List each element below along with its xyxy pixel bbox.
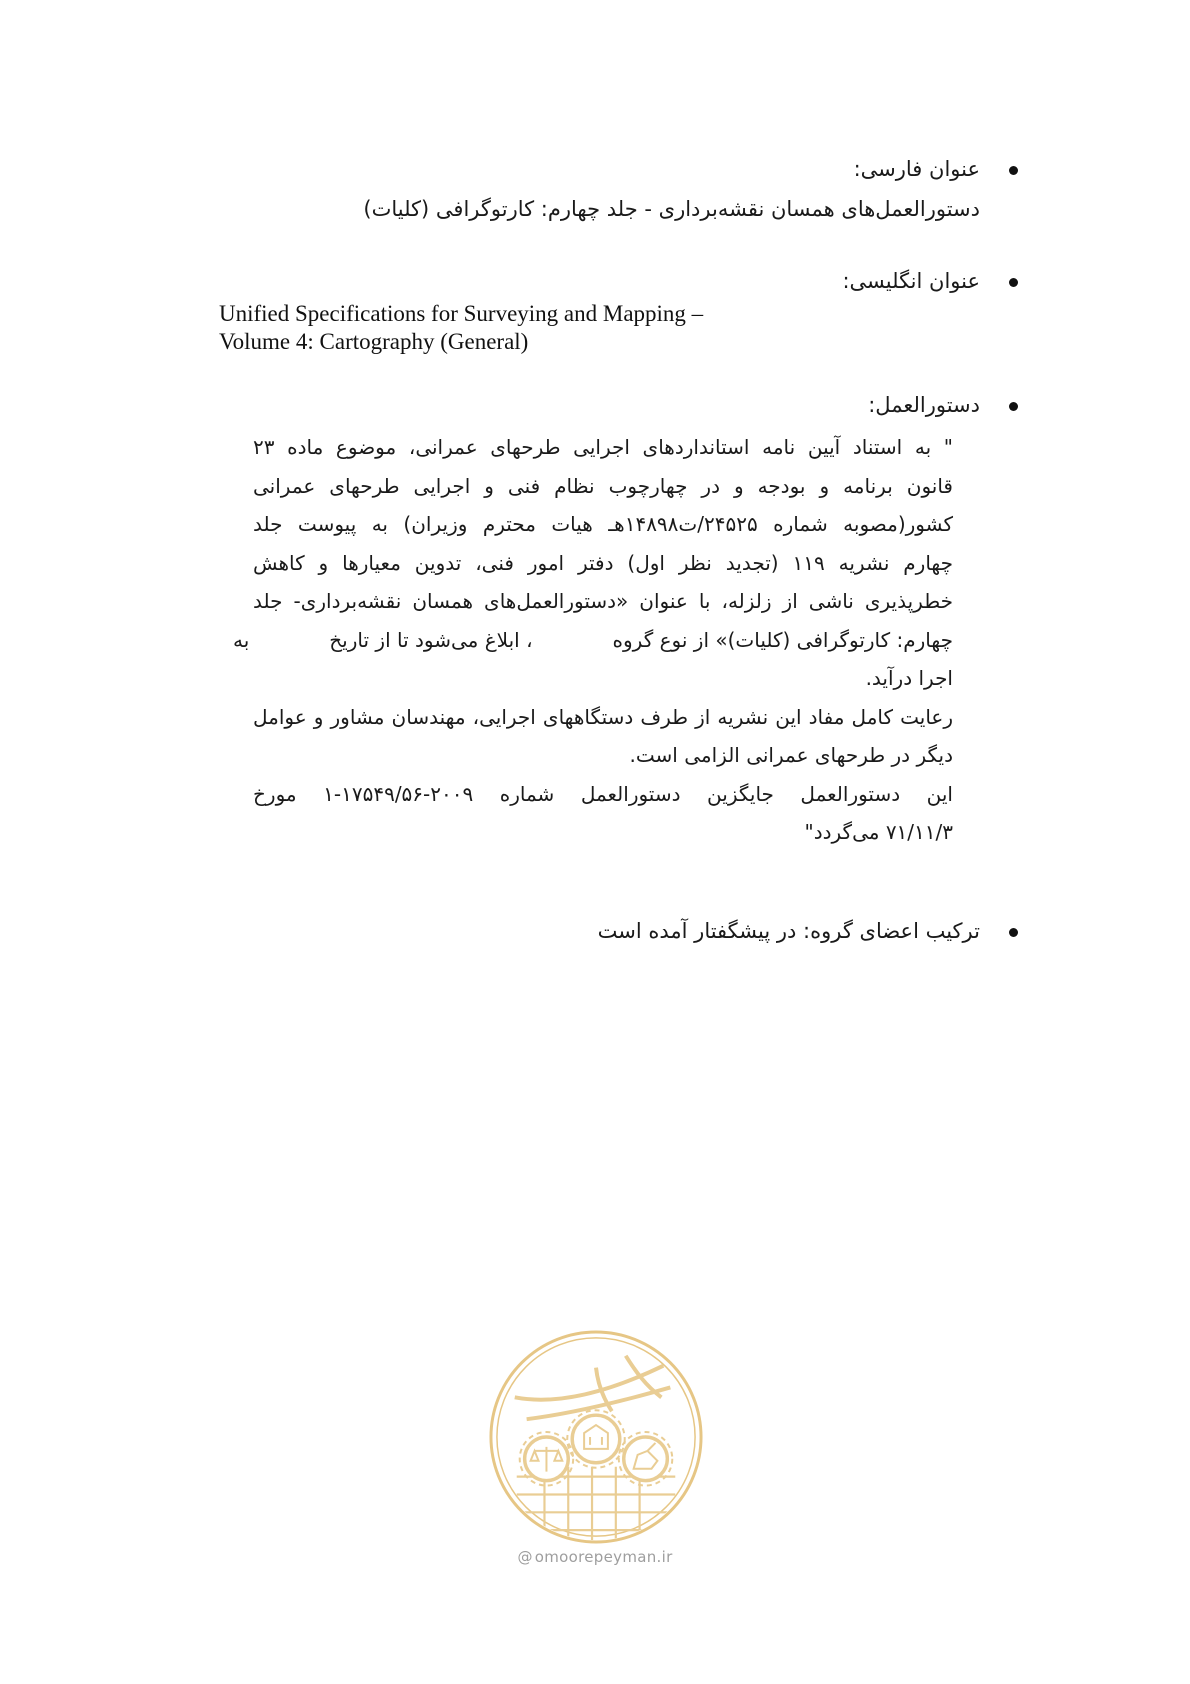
instruction-line [232, 621, 953, 660]
english-title-label [160, 266, 980, 296]
bullet-icon [1009, 166, 1018, 175]
instruction-line: این دستورالعمل جایگزین دستورالعمل شماره ۲۰۰۹-۱۷۵۴۹/۵۶-۱ مورخ [253, 781, 953, 806]
instruction-paragraph-1 [232, 428, 953, 698]
persian-title-section [160, 154, 980, 224]
instruction-line: ۷۱/۱۱/۳ می‌گردد" [804, 820, 953, 844]
instruction-body [232, 428, 953, 852]
persian-title-value: دستورالعمل‌های همسان نقشه‌برداری - جلد چهارم: کارتوگرافی (کلیات) [363, 197, 980, 221]
members-section [160, 916, 980, 946]
instruction-line: چهارم نشریه ۱۱۹ (تجدید نظر اول) دفتر امور فنی، تدوین معیارها و کاهش [253, 550, 953, 575]
website-caption-text: omoorepeyman.ir [534, 1548, 673, 1566]
persian-title-label [160, 154, 980, 184]
english-title-line-1: Unified Specifications for Surveying and Mapping – [219, 301, 704, 326]
bullet-icon [1009, 278, 1018, 287]
bullet-icon [1009, 402, 1018, 411]
persian-title-label-text: عنوان فارسی: [853, 157, 980, 181]
english-title-line-2: Volume 4: Cartography (General) [219, 329, 529, 354]
members-label-text: ترکیب اعضای گروه: در پیشگفتار آمده است [597, 919, 980, 943]
instruction-line: خطرپذیری ناشی از زلزله، با عنوان «دستورالعمل‌های همسان نقشه‌برداری- جلد [253, 589, 953, 613]
members-label [160, 916, 980, 946]
website-caption [470, 1548, 720, 1566]
omoorepeyman-seal-logo [487, 1328, 705, 1546]
instruction-line: قانون برنامه و بودجه و در چهارچوب نظام فنی و اجرایی طرحهای عمرانی [253, 473, 953, 498]
instruction-line-part: چهارم: کارتوگرافی (کلیات)» از نوع گروه [612, 627, 953, 652]
at-icon: @ [517, 1548, 533, 1566]
english-title-value [219, 300, 703, 356]
instruction-paragraph-2 [253, 698, 953, 775]
instruction-line: اجرا درآید. [865, 666, 953, 690]
instruction-line: کشور(مصوبه شماره ۲۴۵۲۵/ت۱۴۸۹۸هـ هیات محترم وزیران) به پیوست جلد [253, 512, 953, 536]
instruction-line-part: به [232, 627, 250, 652]
english-title-label-text: عنوان انگلیسی: [842, 269, 980, 293]
instruction-line: دیگر در طرحهای عمرانی الزامی است. [629, 743, 953, 767]
instruction-paragraph-3 [253, 775, 953, 852]
english-title-section [160, 266, 980, 296]
instruction-label [160, 390, 980, 420]
instruction-line-part: ، ابلاغ می‌شود تا از تاریخ [329, 627, 533, 652]
instruction-section [160, 390, 980, 420]
instruction-label-text: دستورالعمل: [868, 393, 980, 417]
instruction-line: " به استناد آیین نامه استانداردهای اجرایی طرحهای عمرانی، موضوع ماده ۲۳ [253, 435, 953, 459]
instruction-line: رعایت کامل مفاد این نشریه از طرف دستگاههای اجرایی، مهندسان مشاور و عوامل [253, 704, 953, 729]
bullet-icon [1009, 928, 1018, 937]
